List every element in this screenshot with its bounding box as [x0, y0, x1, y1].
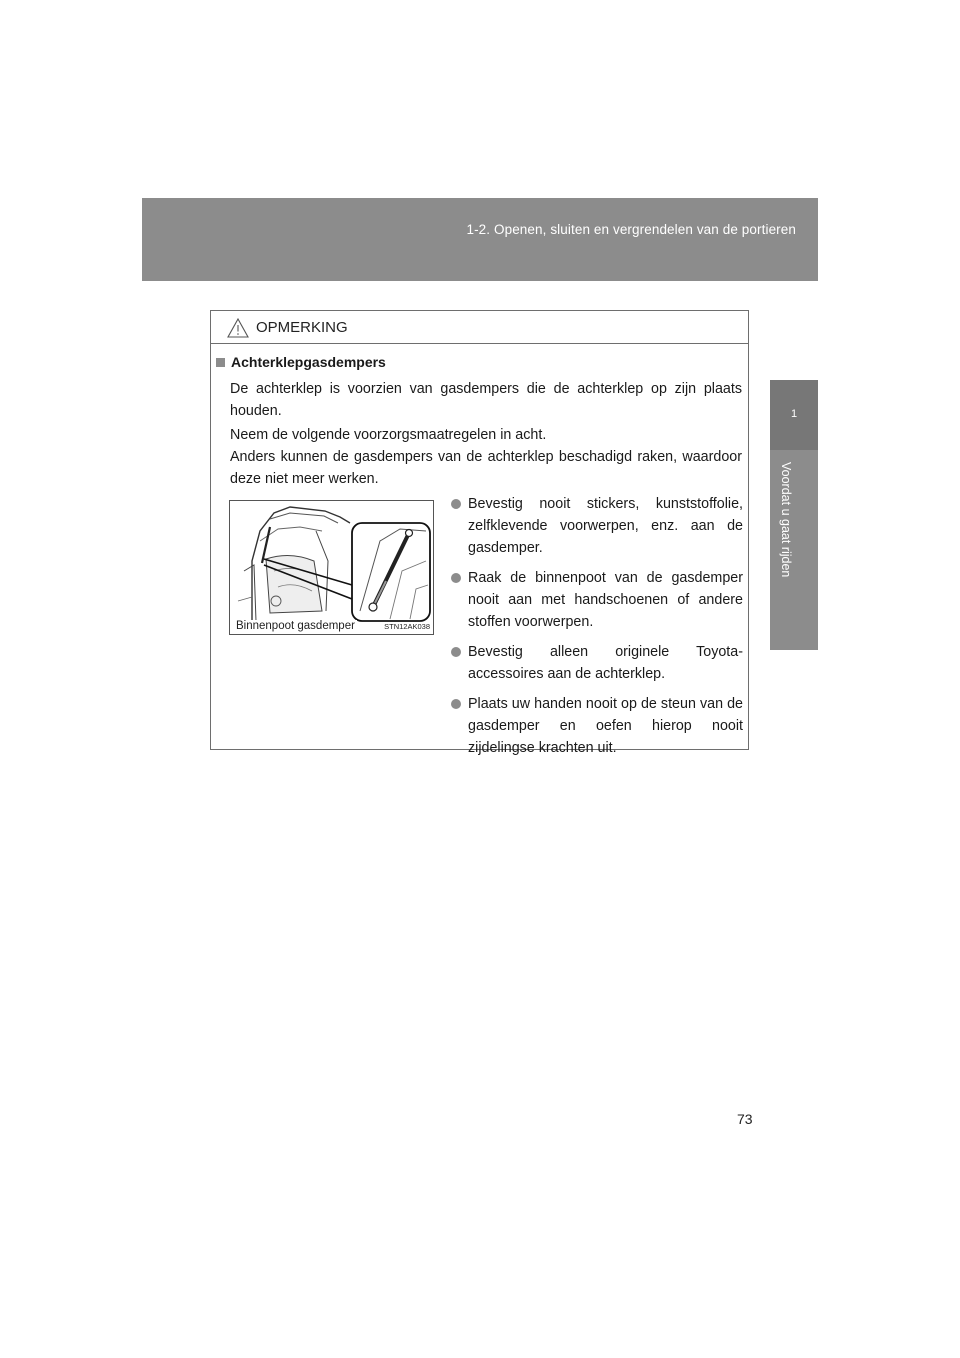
section-heading-text: Achterklepgasdempers [231, 354, 386, 370]
section-title: 1-2. Openen, sluiten en vergrendelen van de portieren [466, 222, 796, 237]
list-item-text: Bevestig nooit stickers, kunststoffolie, zelfklevende voorwerpen, enz. aan de gasdemper. [468, 496, 743, 556]
list-item [445, 693, 743, 759]
list-item-text: Plaats uw handen nooit op de steun van de gasdemper en oefen hierop nooit zijdelingse krachten uit. [468, 696, 743, 756]
precaution-line-2: Anders kunnen de gasdempers van de achterklep beschadigd raken, waardoor deze niet meer werken. [230, 449, 742, 487]
gas-damper-illustration [229, 500, 434, 635]
section-heading [216, 354, 386, 370]
intro-paragraph: De achterklep is voorzien van gasdempers die de achterklep op zijn plaats houden. [230, 381, 742, 419]
chapter-number: 1 [790, 408, 798, 420]
list-item-text: Bevestig alleen originele Toyota-accessoires aan de achterklep. [468, 644, 743, 682]
precaution-list [445, 493, 743, 767]
warning-triangle-icon [227, 318, 249, 338]
list-item-text: Raak de binnenpoot van de gasdemper nooit aan met handschoenen of andere stoffen voorwerpen. [468, 570, 743, 630]
chapter-side-band [770, 380, 818, 650]
figure-caption: Binnenpoot gasdemper [236, 620, 355, 632]
precaution-line-1: Neem de volgende voorzorgsmaatregelen in acht. [230, 427, 547, 443]
list-item [445, 641, 743, 685]
precaution-paragraph [230, 424, 742, 490]
chapter-tab [770, 380, 818, 450]
bullet-dot-icon [451, 699, 461, 709]
chapter-label: Voordat u gaat rijden [779, 462, 793, 578]
bullet-dot-icon [451, 573, 461, 583]
square-bullet-icon [216, 358, 225, 367]
figure-code: STN12AK038 [384, 622, 430, 631]
notice-title: OPMERKING [256, 319, 348, 336]
list-item [445, 567, 743, 633]
notice-box [210, 310, 749, 756]
tailgate-drawing [230, 501, 433, 634]
header-band [142, 198, 818, 281]
list-item [445, 493, 743, 559]
bullet-dot-icon [451, 647, 461, 657]
bullet-dot-icon [451, 499, 461, 509]
page-number: 73 [737, 1111, 753, 1127]
notice-header [211, 311, 748, 344]
